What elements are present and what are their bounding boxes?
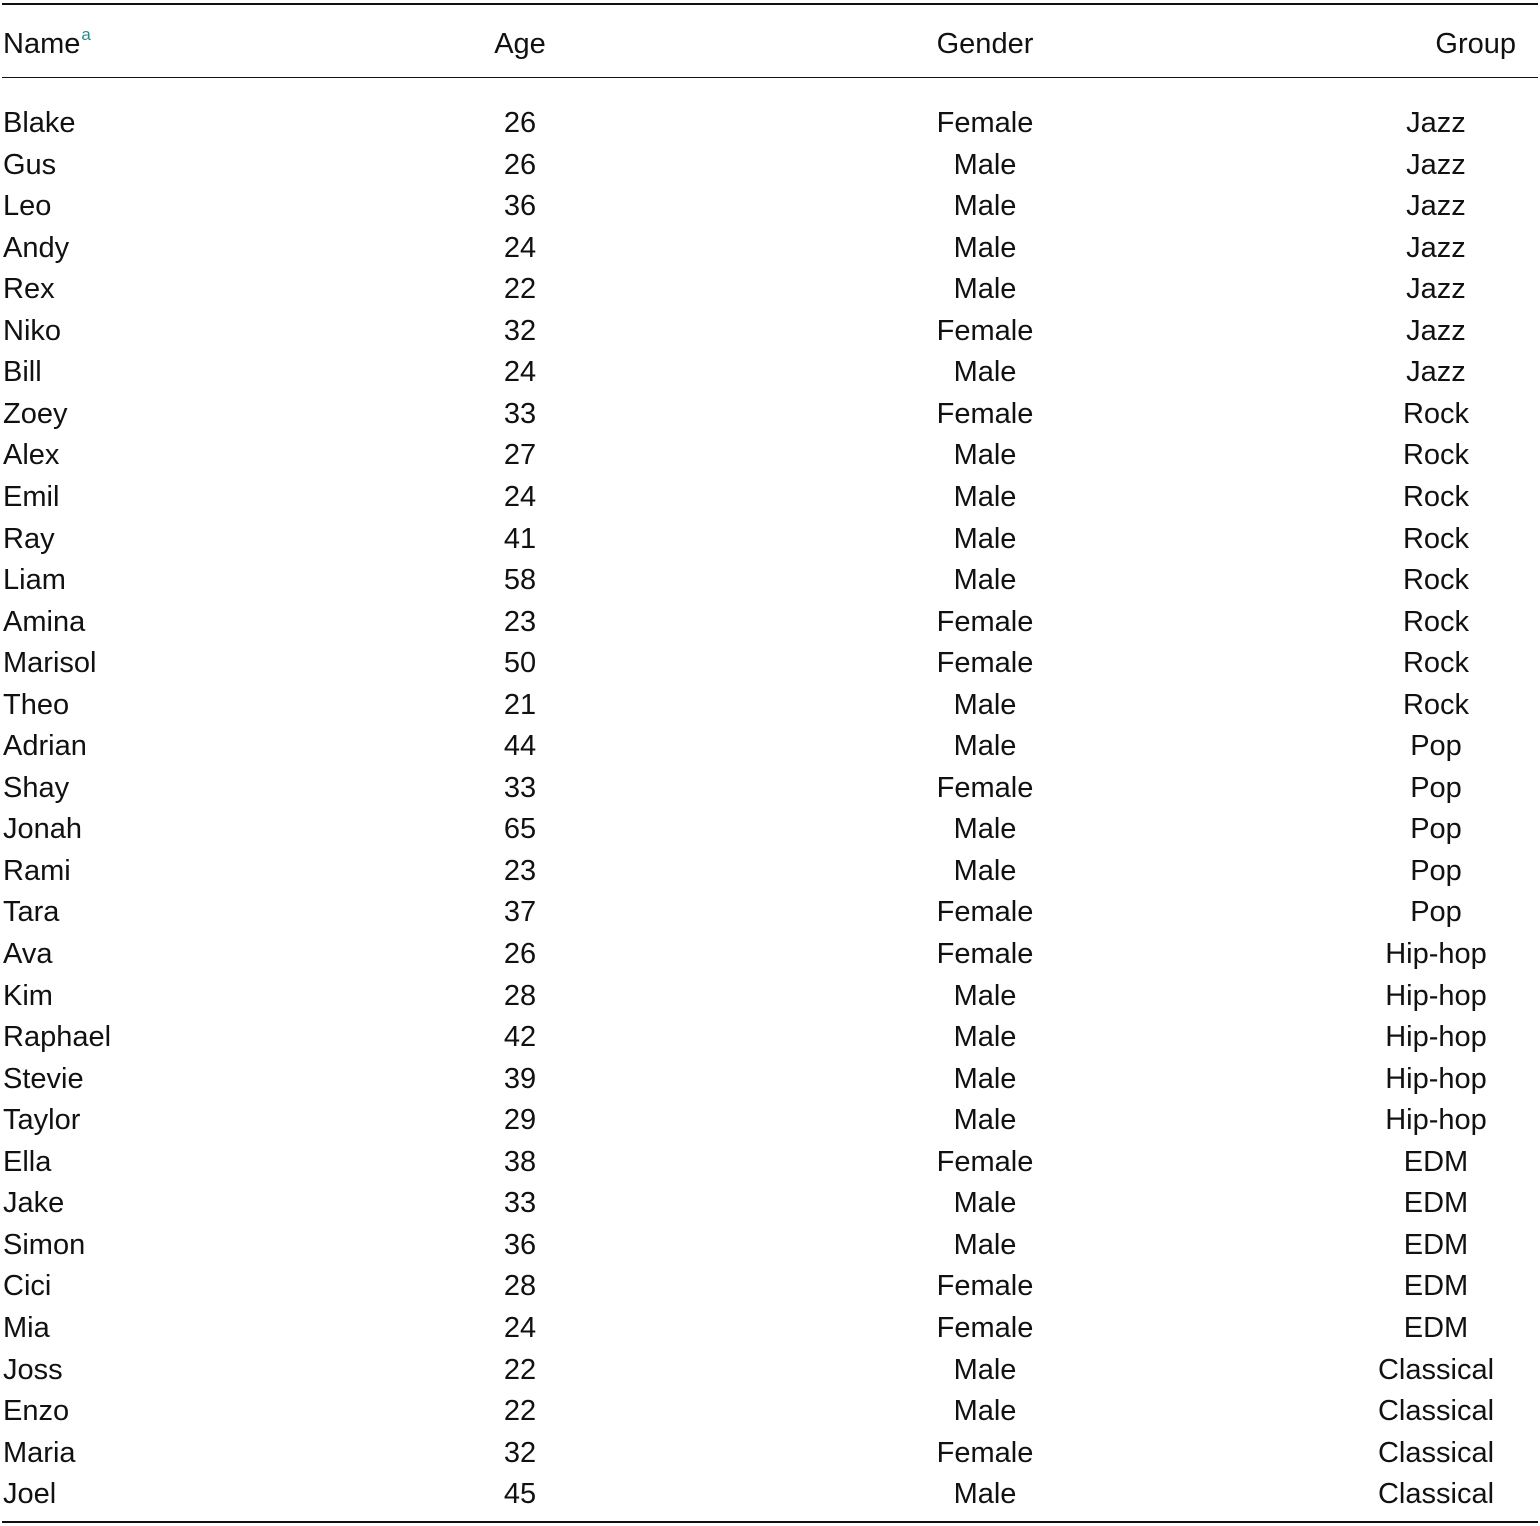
cell-name: Ella bbox=[3, 1146, 52, 1178]
cell-gender: Male bbox=[953, 439, 1017, 471]
cell-gender: Male bbox=[953, 730, 1017, 762]
cell-age: 42 bbox=[503, 1021, 537, 1053]
cell-gender: Female bbox=[936, 315, 1034, 347]
cell-name: Taylor bbox=[3, 1104, 81, 1136]
cell-age: 33 bbox=[503, 772, 537, 804]
cell-gender: Male bbox=[953, 1187, 1017, 1219]
cell-gender: Female bbox=[936, 938, 1034, 970]
cell-gender: Male bbox=[953, 1478, 1017, 1510]
cell-age: 41 bbox=[503, 523, 537, 555]
cell-gender: Male bbox=[953, 1104, 1017, 1136]
cell-group: Hip-hop bbox=[1385, 938, 1487, 970]
cell-gender: Female bbox=[936, 107, 1034, 139]
cell-age: 22 bbox=[503, 1395, 537, 1427]
cell-group: Pop bbox=[1410, 813, 1462, 845]
cell-age: 22 bbox=[503, 1354, 537, 1386]
header-group: Group bbox=[1435, 28, 1516, 60]
cell-age: 50 bbox=[503, 647, 537, 679]
cell-age: 22 bbox=[503, 273, 537, 305]
cell-name: Emil bbox=[3, 481, 60, 513]
cell-name: Theo bbox=[3, 689, 70, 721]
cell-age: 38 bbox=[503, 1146, 537, 1178]
cell-age: 28 bbox=[503, 1270, 537, 1302]
cell-group: Rock bbox=[1402, 606, 1470, 638]
header-age: Age bbox=[494, 28, 546, 60]
cell-group: Rock bbox=[1402, 398, 1470, 430]
cell-name: Shay bbox=[3, 772, 70, 804]
cell-gender: Male bbox=[953, 564, 1017, 596]
cell-name: Joel bbox=[3, 1478, 57, 1510]
cell-gender: Male bbox=[953, 356, 1017, 388]
cell-group: Hip-hop bbox=[1385, 1021, 1487, 1053]
cell-name: Amina bbox=[3, 606, 86, 638]
cell-age: 23 bbox=[503, 606, 537, 638]
cell-gender: Male bbox=[953, 1063, 1017, 1095]
cell-group: Rock bbox=[1402, 647, 1470, 679]
cell-age: 21 bbox=[503, 689, 537, 721]
cell-name: Mia bbox=[3, 1312, 50, 1344]
cell-name: Kim bbox=[3, 980, 53, 1012]
cell-gender: Male bbox=[953, 481, 1017, 513]
cell-name: Cici bbox=[3, 1270, 52, 1302]
cell-name: Joss bbox=[3, 1354, 63, 1386]
cell-name: Liam bbox=[3, 564, 66, 596]
cell-group: Jazz bbox=[1406, 356, 1466, 388]
cell-group: Rock bbox=[1402, 439, 1470, 471]
cell-group: Rock bbox=[1402, 523, 1470, 555]
cell-gender: Female bbox=[936, 647, 1034, 679]
cell-gender: Male bbox=[953, 1354, 1017, 1386]
cell-age: 33 bbox=[503, 398, 537, 430]
cell-name: Gus bbox=[3, 149, 57, 181]
cell-gender: Female bbox=[936, 1437, 1034, 1469]
header-gender: Gender bbox=[936, 28, 1034, 60]
cell-gender: Male bbox=[953, 813, 1017, 845]
cell-age: 24 bbox=[503, 356, 537, 388]
cell-group: Jazz bbox=[1406, 273, 1466, 305]
cell-gender: Male bbox=[953, 523, 1017, 555]
cell-group: EDM bbox=[1403, 1270, 1469, 1302]
cell-age: 23 bbox=[503, 855, 537, 887]
cell-gender: Male bbox=[953, 689, 1017, 721]
cell-name: Tara bbox=[3, 896, 60, 928]
cell-gender: Male bbox=[953, 855, 1017, 887]
cell-group: Pop bbox=[1410, 772, 1462, 804]
cell-gender: Male bbox=[953, 1395, 1017, 1427]
cell-gender: Female bbox=[936, 1146, 1034, 1178]
cell-group: Classical bbox=[1377, 1437, 1495, 1469]
cell-name: Maria bbox=[3, 1437, 76, 1469]
table-bottom-rule bbox=[2, 1521, 1538, 1523]
cell-group: EDM bbox=[1403, 1187, 1469, 1219]
cell-age: 29 bbox=[503, 1104, 537, 1136]
cell-group: Pop bbox=[1410, 896, 1462, 928]
cell-group: Classical bbox=[1377, 1395, 1495, 1427]
cell-gender: Male bbox=[953, 980, 1017, 1012]
cell-gender: Female bbox=[936, 896, 1034, 928]
cell-name: Alex bbox=[3, 439, 60, 471]
cell-name: Raphael bbox=[3, 1021, 112, 1053]
cell-age: 37 bbox=[503, 896, 537, 928]
cell-group: Classical bbox=[1377, 1478, 1495, 1510]
cell-name: Enzo bbox=[3, 1395, 70, 1427]
cell-age: 65 bbox=[503, 813, 537, 845]
cell-group: Classical bbox=[1377, 1354, 1495, 1386]
cell-age: 32 bbox=[503, 1437, 537, 1469]
cell-age: 24 bbox=[503, 232, 537, 264]
cell-group: Rock bbox=[1402, 689, 1470, 721]
cell-gender: Female bbox=[936, 606, 1034, 638]
cell-name: Andy bbox=[3, 232, 70, 264]
cell-group: Hip-hop bbox=[1385, 1063, 1487, 1095]
cell-name: Ray bbox=[3, 523, 55, 555]
cell-group: Rock bbox=[1402, 564, 1470, 596]
cell-age: 26 bbox=[503, 149, 537, 181]
cell-age: 45 bbox=[503, 1478, 537, 1510]
cell-group: Pop bbox=[1410, 730, 1462, 762]
cell-group: Jazz bbox=[1406, 107, 1466, 139]
cell-name: Leo bbox=[3, 190, 52, 222]
cell-group: EDM bbox=[1403, 1146, 1469, 1178]
cell-gender: Male bbox=[953, 273, 1017, 305]
cell-gender: Female bbox=[936, 398, 1034, 430]
cell-name: Stevie bbox=[3, 1063, 84, 1095]
cell-group: Hip-hop bbox=[1385, 980, 1487, 1012]
cell-name: Marisol bbox=[3, 647, 97, 679]
cell-group: Jazz bbox=[1406, 315, 1466, 347]
cell-group: EDM bbox=[1403, 1312, 1469, 1344]
cell-age: 26 bbox=[503, 938, 537, 970]
cell-gender: Male bbox=[953, 232, 1017, 264]
cell-group: Pop bbox=[1410, 855, 1462, 887]
cell-group: Jazz bbox=[1406, 149, 1466, 181]
cell-age: 33 bbox=[503, 1187, 537, 1219]
cell-gender: Female bbox=[936, 772, 1034, 804]
cell-name: Niko bbox=[3, 315, 62, 347]
cell-name: Rami bbox=[3, 855, 71, 887]
cell-gender: Female bbox=[936, 1312, 1034, 1344]
cell-age: 24 bbox=[503, 481, 537, 513]
cell-age: 32 bbox=[503, 315, 537, 347]
cell-gender: Male bbox=[953, 190, 1017, 222]
cell-name: Zoey bbox=[3, 398, 68, 430]
cell-gender: Male bbox=[953, 1229, 1017, 1261]
cell-name: Jonah bbox=[3, 813, 83, 845]
cell-age: 27 bbox=[503, 439, 537, 471]
cell-name: Blake bbox=[3, 107, 76, 139]
cell-age: 39 bbox=[503, 1063, 537, 1095]
header-name-label: Name bbox=[3, 28, 81, 60]
cell-group: Hip-hop bbox=[1385, 1104, 1487, 1136]
cell-name: Bill bbox=[3, 356, 42, 388]
cell-name: Rex bbox=[3, 273, 55, 305]
cell-age: 36 bbox=[503, 190, 537, 222]
cell-age: 26 bbox=[503, 107, 537, 139]
cell-age: 58 bbox=[503, 564, 537, 596]
cell-name: Ava bbox=[3, 938, 53, 970]
cell-age: 28 bbox=[503, 980, 537, 1012]
cell-group: Rock bbox=[1402, 481, 1470, 513]
cell-age: 44 bbox=[503, 730, 537, 762]
cell-group: Jazz bbox=[1406, 190, 1466, 222]
cell-name: Simon bbox=[3, 1229, 86, 1261]
header-name-footnote-marker: a bbox=[81, 25, 91, 44]
cell-gender: Male bbox=[953, 149, 1017, 181]
cell-name: Adrian bbox=[3, 730, 87, 762]
cell-group: Jazz bbox=[1406, 232, 1466, 264]
cell-gender: Male bbox=[953, 1021, 1017, 1053]
cell-age: 36 bbox=[503, 1229, 537, 1261]
cell-name: Jake bbox=[3, 1187, 65, 1219]
cell-gender: Female bbox=[936, 1270, 1034, 1302]
cell-group: EDM bbox=[1403, 1229, 1469, 1261]
cell-age: 24 bbox=[503, 1312, 537, 1344]
